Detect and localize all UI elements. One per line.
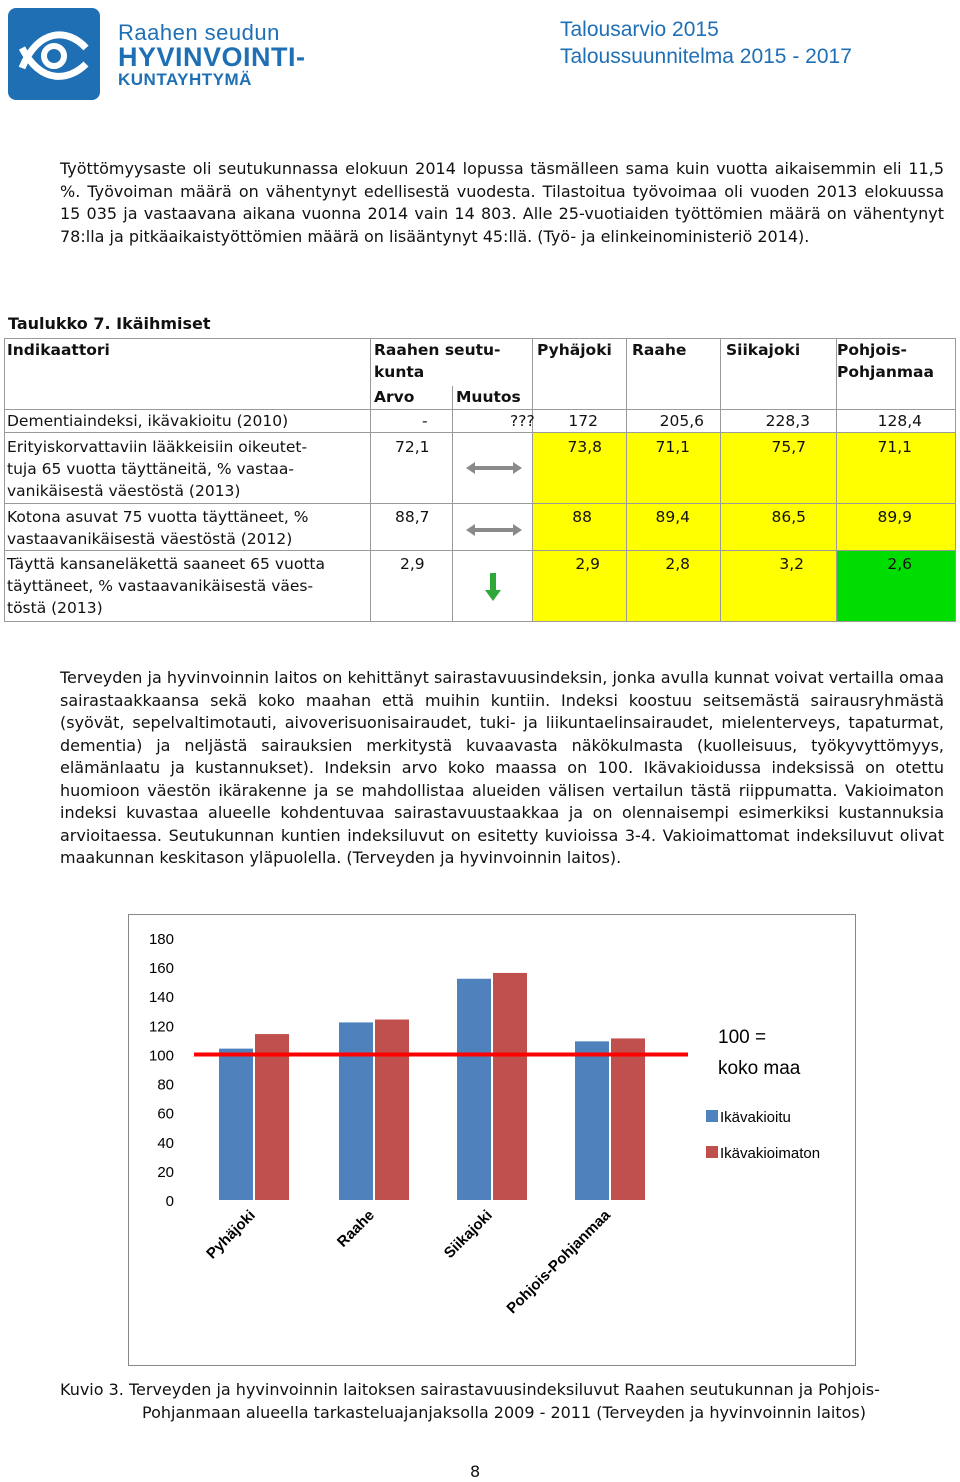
reference-annotation-line2: koko maa bbox=[718, 1058, 801, 1079]
row4-value: 2,9 bbox=[400, 555, 425, 573]
morbidity-index-chart bbox=[128, 914, 856, 1366]
y-tick-label: 20 bbox=[157, 1163, 174, 1181]
row4-label-line2: täyttäneet, % vastaavanikäisestä väes- bbox=[7, 577, 314, 595]
header-raahe: Raahe bbox=[632, 341, 687, 359]
row3-pyhajoki: 88 bbox=[572, 508, 592, 526]
bar-ikavakioitu-1 bbox=[339, 1022, 373, 1200]
header-indicator: Indikaattori bbox=[7, 341, 110, 359]
x-category-label: Pyhäjoki bbox=[203, 1206, 259, 1263]
legend-swatch-ikavakioimaton bbox=[706, 1146, 718, 1158]
bar-ikavakioitu-0 bbox=[219, 1049, 253, 1200]
row1-pyhajoki: 172 bbox=[568, 412, 598, 430]
y-tick-label: 0 bbox=[165, 1193, 174, 1210]
row2-label-line1: Erityiskorvattaviin lääkkeisiin oikeutet- bbox=[7, 438, 308, 456]
bar-ikavakioimaton-2 bbox=[493, 973, 527, 1200]
row3-label-line2: vastaavanikäisestä väestöstä (2012) bbox=[7, 530, 293, 548]
reference-annotation-line1: 100 = bbox=[718, 1027, 767, 1048]
row3-value: 88,7 bbox=[395, 508, 430, 526]
row4-siikajoki: 3,2 bbox=[779, 555, 804, 573]
header-siikajoki: Siikajoki bbox=[726, 341, 801, 359]
row1-label: Dementiaindeksi, ikävakioitu (2010) bbox=[7, 412, 289, 430]
legend-label-ikavakioimaton: Ikävakioimaton bbox=[720, 1145, 821, 1162]
header-region-line2: kunta bbox=[374, 363, 425, 381]
row3-pp: 89,9 bbox=[877, 508, 912, 526]
y-tick-label: 60 bbox=[157, 1105, 174, 1123]
header-pp-line2: Pohjanmaa bbox=[837, 363, 934, 381]
bar-ikavakioitu-2 bbox=[457, 979, 491, 1200]
row2-pyhajoki: 73,8 bbox=[567, 438, 602, 456]
y-tick-label: 160 bbox=[148, 960, 174, 978]
bar-ikavakioitu-3 bbox=[575, 1041, 609, 1200]
row1-raahe: 205,6 bbox=[659, 412, 704, 430]
doc-title-budget: Talousarvio 2015 bbox=[560, 18, 719, 41]
row4-label-line3: töstä (2013) bbox=[7, 599, 103, 617]
org-name-line1: Raahen seudun bbox=[118, 20, 280, 45]
row4-trend-down-arrow-icon bbox=[485, 573, 501, 607]
indicator-table bbox=[4, 338, 956, 622]
y-tick-label: 180 bbox=[148, 931, 174, 948]
figure-caption-line2: Pohjanmaan alueella tarkasteluajanjaksolla 2009 - 2011 (Terveyden ja hyvinvoinnin laitos) bbox=[142, 1403, 866, 1422]
bar-ikavakioimaton-0 bbox=[255, 1034, 289, 1200]
header-value: Arvo bbox=[374, 388, 415, 406]
bar-ikavakioimaton-3 bbox=[611, 1038, 645, 1200]
figure-caption-line1: Kuvio 3. Terveyden ja hyvinvoinnin laitoksen sairastavuusindeksiluvut Raahen seutukunnan ja Pohjois- bbox=[60, 1380, 880, 1399]
row2-value: 72,1 bbox=[395, 438, 430, 456]
x-category-label: Siikajoki bbox=[440, 1206, 496, 1262]
bar-ikavakioimaton-1 bbox=[375, 1020, 409, 1200]
table-title: Taulukko 7. Ikäihmiset bbox=[8, 314, 211, 333]
x-category-label: Raahe bbox=[333, 1206, 378, 1251]
header-pyhajoki: Pyhäjoki bbox=[537, 341, 612, 359]
row4-label-line1: Täyttä kansaneläkettä saaneet 65 vuotta bbox=[7, 555, 325, 573]
header-change: Muutos bbox=[456, 388, 521, 406]
y-tick-label: 120 bbox=[148, 1018, 174, 1036]
row4-pp: 2,6 bbox=[887, 555, 912, 573]
row3-siikajoki: 86,5 bbox=[771, 508, 806, 526]
org-name-line2: HYVINVOINTI- bbox=[118, 42, 306, 72]
row1-value: - bbox=[422, 412, 428, 430]
row4-pyhajoki: 2,9 bbox=[575, 555, 600, 573]
body-paragraph: Terveyden ja hyvinvoinnin laitos on kehittänyt sairastavuusindeksin, jonka avulla kunnat voivat vertailla omaa sairastaakkaansa sekä koko maahan että muihin kuntiin. Indeksi koostuu seitsemästä sairausryhmästä (syövät, sepelvaltimotauti, aivoverisuonisairaudet, tuki- ja liikuntaelinsairaudet, mielenterveys, tapaturmat, dementia) ja neljästä sairauksien merkitystä kuvaavasta näkökulmasta (kuolleisuus, työkyvyttömyys, elämänlaatu ja kustannukset). Indeksin arvo koko maassa on 100. Ikävakioidussa indeksissä on otettu huomioon väestön ikärakenne ja se mahdollistaa alueiden välisen vertailun tästä riippumatta. Vakioimaton indeksi kuvastaa alueelle kohdentuvaa sairastavuustaakkaa ja on olennaisempi esimerkiksi kustannuksia arvioitaessa. Seutukunnan kuntien indeksiluvut on esitetty kuvioissa 3-4. Vakioimattomat indeksiluvut olivat maakunnan keskitason yläpuolella. (Terveyden ja hyvinvoinnin laitos). bbox=[60, 668, 944, 867]
y-tick-label: 140 bbox=[148, 989, 174, 1007]
row2-label-line2: tuja 65 vuotta täyttäneitä, % vastaa- bbox=[7, 460, 294, 478]
legend-swatch-ikavakioitu bbox=[706, 1110, 718, 1122]
row2-label-line3: vanikäisestä väestöstä (2013) bbox=[7, 482, 241, 500]
y-tick-label: 40 bbox=[157, 1134, 174, 1152]
y-tick-label: 100 bbox=[148, 1047, 174, 1065]
header-region-line1: Raahen seutu- bbox=[374, 341, 501, 359]
row1-change: ??? bbox=[510, 412, 535, 430]
org-name-line3: KUNTAYHTYMÄ bbox=[118, 70, 252, 89]
x-category-label: Pohjois-Pohjanmaa bbox=[503, 1206, 614, 1318]
y-tick-label: 80 bbox=[157, 1076, 174, 1094]
row3-label-line1: Kotona asuvat 75 vuotta täyttäneet, % bbox=[7, 508, 309, 526]
row2-trend-both-arrow-icon bbox=[466, 460, 522, 481]
row3-raahe: 89,4 bbox=[655, 508, 690, 526]
row3-trend-both-arrow-icon bbox=[466, 522, 522, 543]
page-number: 8 bbox=[470, 1462, 481, 1481]
row2-siikajoki: 75,7 bbox=[771, 438, 806, 456]
intro-paragraph: Työttömyysaste oli seutukunnassa elokuun 2014 lopussa täsmälleen sama kuin vuotta aikaisemmin eli 11,5 %. Työvoiman määrä on vähentynyt edellisestä vuodesta. Tilastoitua työvoimaa oli vuoden 2013 elokuussa 15 035 ja vastaavana aikana vuonna 2014 vain 14 803. Alle 25-vuotiaiden työttömien määrä on vähentynyt 78:lla ja pitkäaikaistyöttömien määrä on lisääntynyt 45:llä. (Työ- ja elinkeinoministeriö 2014). bbox=[60, 159, 944, 246]
row2-raahe: 71,1 bbox=[655, 438, 690, 456]
row1-siikajoki: 228,3 bbox=[765, 412, 810, 430]
row2-pp: 71,1 bbox=[877, 438, 912, 456]
organization-logo bbox=[8, 8, 100, 100]
row1-pp: 128,4 bbox=[877, 412, 922, 430]
header-pp-line1: Pohjois- bbox=[837, 341, 907, 359]
row4-raahe: 2,8 bbox=[665, 555, 690, 573]
legend-label-ikavakioitu: Ikävakioitu bbox=[720, 1109, 791, 1126]
doc-title-plan: Taloussuunnitelma 2015 - 2017 bbox=[560, 45, 852, 68]
